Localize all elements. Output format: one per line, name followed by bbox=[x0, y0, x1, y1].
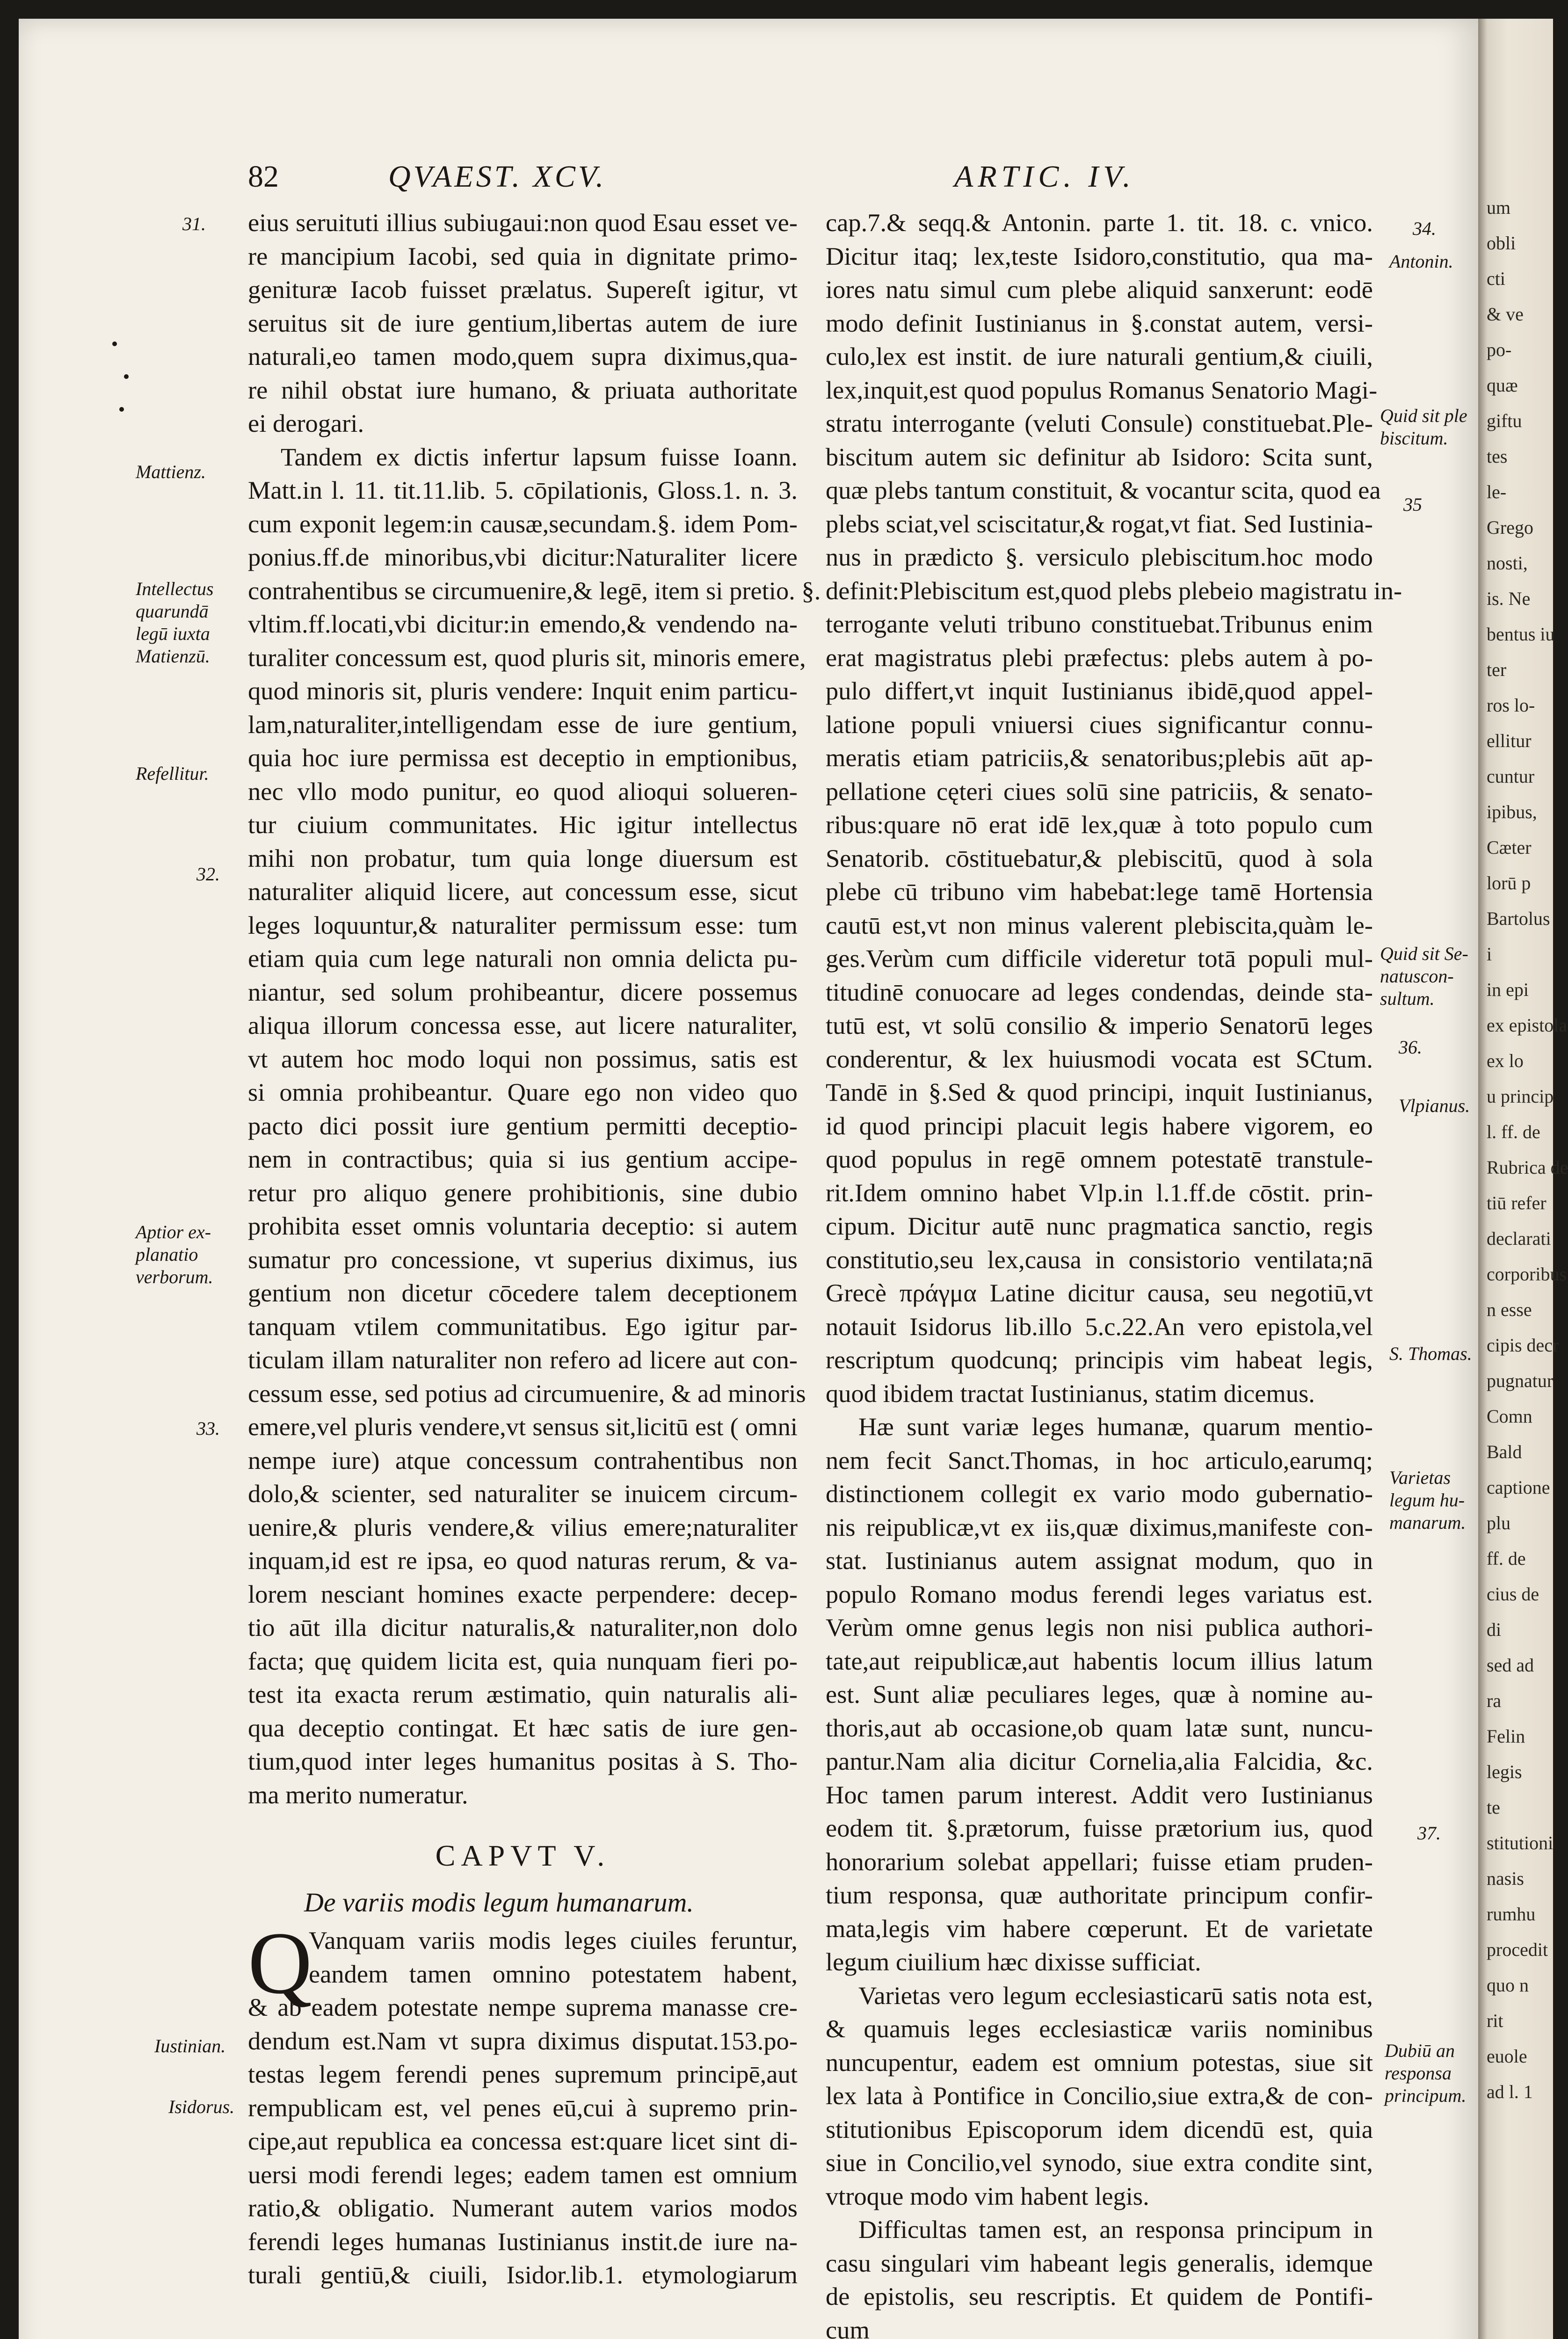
text-line: re nihil obstat iure humano, & priuata authoritate bbox=[248, 375, 798, 404]
text-line: stratu interrogante (veluti Consule) constituebat.Ple- bbox=[826, 409, 1373, 437]
text-line: Difficultas tamen est, an responsa principum in bbox=[858, 2215, 1373, 2244]
facing-page-fragment: in epi bbox=[1487, 979, 1529, 1000]
text-line: contrahentibus se circumuenire,& legē, item si pretio. §. bbox=[248, 576, 821, 605]
text-line: ratio,& obligatio. Numerant autem varios modos bbox=[248, 2194, 798, 2222]
facing-page-fragment: le- bbox=[1487, 481, 1507, 502]
margin-note-antonin: Antonin. bbox=[1389, 251, 1453, 272]
margin-line: Matienzū. bbox=[136, 646, 210, 667]
text-line: terrogante veluti tribuno constituebat.Tribunus enim bbox=[826, 610, 1373, 638]
text-line: Vanquam variis modis leges ciuiles feruntur, bbox=[309, 1926, 798, 1954]
facing-page-fragment: Rubrica de bbox=[1487, 1157, 1568, 1178]
text-line: lam,naturaliter,intelligendam esse de iure gentium, bbox=[248, 710, 798, 739]
text-line: tur ciuium communitates. Hic igitur intellectus bbox=[248, 810, 798, 839]
text-line: Grecè πράγμα Latine dicitur causa, seu negotiū,vt bbox=[826, 1278, 1373, 1307]
margin-line: verborum. bbox=[136, 1266, 213, 1287]
text-line: quod populus in regē omnem potestatē transtule- bbox=[826, 1145, 1373, 1173]
text-line: nis reipublicæ,vt ex iis,quæ diximus,manifeste con- bbox=[826, 1512, 1373, 1541]
text-line: Dicitur itaq; lex,teste Isidoro,constitutio, qua ma- bbox=[826, 241, 1373, 270]
text-line: pellatione cęteri ciues solū sine patriciis, & senato- bbox=[826, 777, 1373, 806]
text-line: inquam,id est re ipsa, eo quod naturas rerum, & va- bbox=[248, 1546, 798, 1575]
text-line: est. Sunt aliæ peculiares leges, quæ à nomine au- bbox=[826, 1680, 1373, 1708]
text-line: naturaliter aliquid licere, aut concessum esse, sicut bbox=[248, 877, 798, 906]
text-line: cap.7.& seqq.& Antonin. parte 1. tit. 18. c. vnico. bbox=[826, 208, 1373, 237]
margin-line: Quid sit Se- bbox=[1380, 943, 1468, 964]
facing-page-fragment: ter bbox=[1487, 659, 1507, 680]
facing-page-fragment: cipis decr bbox=[1487, 1335, 1559, 1356]
facing-page-fragment: ex lo bbox=[1487, 1050, 1524, 1071]
facing-page-fragment: Comn bbox=[1487, 1406, 1532, 1427]
text-line: niantur, sed solum prohibeantur, dicere possemus bbox=[248, 977, 798, 1006]
facing-page-fragment: Bald bbox=[1487, 1441, 1522, 1462]
text-line: uersi modi ferendi leges; eadem tamen est omnium bbox=[248, 2160, 798, 2189]
text-line: cum bbox=[826, 2315, 870, 2339]
text-line: populo Romano modus ferendi leges variatus est. bbox=[826, 1579, 1373, 1608]
text-line: ei derogari. bbox=[248, 409, 364, 437]
text-line: plebs sciat,vel sciscitatur,& rogat,vt fiat. Sed Iustinia- bbox=[826, 509, 1373, 538]
facing-page-fragment: te bbox=[1487, 1797, 1500, 1818]
text-line: tutū est, vt solū consilio & imperio Senatorū leges bbox=[826, 1011, 1373, 1039]
right-column-text bbox=[826, 206, 1402, 2339]
text-line: Hoc tamen parum interest. Addit vero Iustinianus bbox=[826, 1780, 1373, 1809]
margin-mark bbox=[112, 341, 117, 346]
text-line: quæ plebs tantum constituit, & vocantur scita, quod ea bbox=[826, 476, 1381, 504]
facing-page-fragment: ellitur bbox=[1487, 730, 1532, 751]
margin-line: Aptior ex- bbox=[136, 1221, 211, 1242]
text-line: erat magistratus plebi præfectus: plebs autem à po- bbox=[826, 643, 1373, 672]
left-column-text-a bbox=[248, 206, 821, 1811]
margin-note-aptior bbox=[136, 1221, 213, 1288]
text-line: mata,legis vim habere cœperunt. Et de varietate bbox=[826, 1914, 1373, 1943]
facing-page-fragment: procedit bbox=[1487, 1939, 1548, 1960]
margin-number-37: 37. bbox=[1417, 1823, 1441, 1844]
text-line: ticulam illam naturaliter non refero ad licere aut con- bbox=[248, 1345, 798, 1374]
text-line: vtroque modo vim habent legis. bbox=[826, 2181, 1149, 2210]
facing-page-fragment: Bartolus bbox=[1487, 908, 1550, 929]
margin-number-31: 31. bbox=[182, 213, 206, 234]
text-line: notauit Isidorus lib.illo 5.c.22.An vero epistola,vel bbox=[826, 1312, 1373, 1341]
facing-page-fragment: um bbox=[1487, 197, 1511, 218]
facing-page-fragment: quæ bbox=[1487, 375, 1518, 396]
page-number: 82 bbox=[248, 160, 279, 194]
facing-page-fragment: ipibus, bbox=[1487, 801, 1537, 822]
facing-page-fragment: plu bbox=[1487, 1512, 1511, 1533]
text-line: qua deceptio contingat. Et hæc satis de iure gen- bbox=[248, 1713, 798, 1742]
text-line: ferendi leges humanas Iustinianus instit.de iure na- bbox=[248, 2227, 798, 2256]
text-line: si omnia prohibeantur. Quare ego non video quo bbox=[248, 1078, 798, 1106]
text-line: culo,lex est instit. de iure naturali gentium,& ciuili, bbox=[826, 342, 1373, 370]
text-line: emere,vel pluris vendere,vt sensus sit,licitū est ( omni bbox=[248, 1412, 798, 1441]
text-line: tium,quod inter leges humanitus positas à S. Tho- bbox=[248, 1747, 798, 1775]
text-line: lex lata à Pontifice in Concilio,siue extra,& de con- bbox=[826, 2081, 1373, 2110]
margin-line: planatio bbox=[136, 1244, 198, 1265]
text-line: eius seruituti illius subiugaui:non quod Esau esset ve- bbox=[248, 208, 798, 237]
text-line: ges.Verùm cum difficile videretur totā populi mul- bbox=[826, 944, 1373, 973]
text-line: cautū est,vt non minus valerent plebiscita,quàm le- bbox=[826, 910, 1373, 939]
facing-page-fragment: ra bbox=[1487, 1690, 1502, 1711]
facing-page-fragment: nasis bbox=[1487, 1868, 1524, 1889]
margin-number-33: 33. bbox=[196, 1418, 220, 1439]
facing-page-fragment: lorū p bbox=[1487, 872, 1531, 893]
margin-line: Intellectus bbox=[136, 578, 214, 599]
text-line: leges loquuntur,& naturaliter permissum esse: tum bbox=[248, 910, 798, 939]
margin-line: principum. bbox=[1385, 2085, 1466, 2106]
text-line: Senatorib. cōstituebatur,& plebiscitū, quod à sola bbox=[826, 843, 1373, 872]
facing-page-fragment: stitutioni bbox=[1487, 1832, 1553, 1853]
text-line: distinctionem collegit ex vario modo gubernatio- bbox=[826, 1479, 1373, 1508]
text-line: gentium non dicetur cōcedere talem deceptionem bbox=[248, 1278, 798, 1307]
text-line: tio aūt illa dicitur naturalis,& naturaliter,non dolo bbox=[248, 1613, 798, 1642]
margin-note-isidorus: Isidorus. bbox=[168, 2096, 235, 2117]
margin-mark bbox=[119, 407, 124, 412]
facing-page-fragment: Cæter bbox=[1487, 837, 1532, 858]
margin-note-quid-sctum bbox=[1380, 943, 1468, 1010]
margin-note-s-thomas: S. Thomas. bbox=[1389, 1343, 1472, 1364]
text-line: nem fecit Sanct.Thomas, in hoc articulo,earumq; bbox=[826, 1446, 1373, 1475]
facing-page-fragment: ad l. 1 bbox=[1487, 2081, 1533, 2102]
margin-line: responsa bbox=[1385, 2063, 1452, 2084]
text-line: modo definit Iustinianus in §.constat autem, versi- bbox=[826, 308, 1373, 337]
book-page bbox=[19, 19, 1478, 2339]
text-line: biscitum autem sic definitur ab Isidoro: Scita sunt, bbox=[826, 442, 1373, 471]
text-line: de epistolis, seu rescriptis. Et quidem de Pontifi- bbox=[826, 2282, 1373, 2310]
facing-page-fragment: Grego bbox=[1487, 517, 1533, 538]
facing-page-fragment: po- bbox=[1487, 339, 1512, 360]
facing-page-fragment: is. Ne bbox=[1487, 588, 1531, 609]
text-line: turali gentiū,& ciuili, Isidor.lib.1. etymologiarum bbox=[248, 2260, 798, 2289]
text-line: quod ibidem tractat Iustinianus, statim dicemus. bbox=[826, 1379, 1315, 1408]
running-title-right: ARTIC. IV. bbox=[954, 160, 1135, 194]
text-line: tate,aut reipublicæ,aut habentis locum illius latum bbox=[826, 1646, 1373, 1675]
margin-line: Quid sit ple bbox=[1380, 405, 1467, 426]
margin-number-35: 35 bbox=[1403, 494, 1422, 515]
margin-line: quarundā bbox=[136, 601, 209, 622]
text-line: etiam quia cum lege naturali non omnia delicta pu- bbox=[248, 944, 798, 973]
text-line: nem in contractibus; quia si ius gentium accipe- bbox=[248, 1145, 798, 1173]
text-line: ma merito numeratur. bbox=[248, 1780, 468, 1809]
text-line: re mancipium Iacobi, sed quia in dignitate primo- bbox=[248, 241, 798, 270]
text-line: tanquam vtilem communitatibus. Ego igitur par- bbox=[248, 1312, 798, 1341]
text-line: aliqua illorum concessa esse, aut licere naturaliter, bbox=[248, 1011, 798, 1039]
text-line: cipe,aut republica ea concessa est:quare licet sint di- bbox=[248, 2127, 798, 2155]
text-line: pantur.Nam alia dicitur Cornelia,alia Falcidia, &c. bbox=[826, 1747, 1373, 1775]
text-line: legum ciuilium hæc dixisse sufficiat. bbox=[826, 1947, 1201, 1976]
text-line: lorem nesciant homines exacte perpendere: decep- bbox=[248, 1579, 798, 1608]
facing-page-fragment: ros lo- bbox=[1487, 695, 1535, 716]
text-line: Tandē in §.Sed & quod principi, inquit Iustinianus, bbox=[826, 1078, 1373, 1106]
facing-page-fragment: tes bbox=[1487, 446, 1508, 467]
margin-note-intellectus bbox=[136, 578, 214, 668]
facing-page-fragment: bentus iu bbox=[1487, 624, 1555, 645]
text-line: uenire,& pluris vendere,& vilius emere;naturaliter bbox=[248, 1512, 798, 1541]
text-line: eodem tit. §.prætorum, fuisse prætorium ius, quod bbox=[826, 1814, 1373, 1842]
facing-page-fragment: declarati bbox=[1487, 1228, 1551, 1249]
margin-note-dubium bbox=[1385, 2040, 1466, 2107]
text-line: cipum. Dicitur autē nunc pragmatica sanctio, regis bbox=[826, 1212, 1373, 1240]
margin-number-36: 36. bbox=[1399, 1037, 1422, 1058]
margin-mark bbox=[124, 374, 129, 379]
chapter-heading: CAPVT V. bbox=[435, 1839, 610, 1872]
facing-page-fragment: & ve bbox=[1487, 304, 1524, 325]
text-line: ponius.ff.de minoribus,vbi dicitur:Naturaliter licere bbox=[248, 543, 798, 571]
facing-page-fragment: cius de bbox=[1487, 1584, 1539, 1605]
text-line: seruitus sit de iure gentium,libertas autem de iure bbox=[248, 308, 798, 337]
margin-note-vlpianus: Vlpianus. bbox=[1399, 1095, 1470, 1116]
margin-number-34: 34. bbox=[1413, 218, 1436, 239]
text-line: casu singulari vim habeant legis generalis, idemque bbox=[826, 2248, 1373, 2277]
text-line: titudinē conuocare ad leges condendas, deinde sta- bbox=[826, 977, 1373, 1006]
text-line: stitutionibus Episcoporum idem dicendū est, quia bbox=[826, 2114, 1373, 2143]
text-line: cum exponit legem:in causæ,secundam.§. idem Pom- bbox=[248, 509, 798, 538]
facing-page-fragment: quo n bbox=[1487, 1975, 1529, 1996]
running-title-left: QVAEST. XCV. bbox=[388, 160, 607, 194]
text-line: cessum esse, sed potius ad circumuenire, & ad minoris bbox=[248, 1379, 806, 1408]
text-line: latione populi vniuersi ciues significantur connu- bbox=[826, 710, 1373, 739]
text-line: ribus:quare nō erat idē lex,quæ à toto populo cum bbox=[826, 810, 1373, 839]
margin-note-iustinian: Iustinian. bbox=[154, 2035, 226, 2056]
margin-line: Varietas bbox=[1389, 1467, 1451, 1488]
facing-page-fragment: i bbox=[1487, 944, 1492, 965]
drop-capital: Q bbox=[248, 1914, 312, 2012]
text-line: meratis etiam patriciis,& senatoribus;plebis aūt ap- bbox=[826, 743, 1373, 772]
text-line: plebe cū tribuno vim habebat:lege tamē Hortensia bbox=[826, 877, 1373, 906]
text-line: prohibita esset omnis voluntaria deceptio: si autem bbox=[248, 1212, 798, 1240]
facing-page-fragment: u princip bbox=[1487, 1086, 1554, 1107]
text-line: sumatur pro concessione, vt superius diximus, ius bbox=[248, 1245, 798, 1274]
text-line: test ita exacta rerum æstimatio, quin naturalis ali- bbox=[248, 1680, 798, 1708]
facing-page-fragment: pugnatur bbox=[1487, 1370, 1553, 1391]
facing-page-fragment: di bbox=[1487, 1619, 1502, 1640]
facing-page-fragment: ex epistola bbox=[1487, 1015, 1568, 1036]
text-line: tium responsa, quæ authoritate principum confir- bbox=[826, 1881, 1373, 1909]
text-line: nempe iure) atque concessum contrahentibus non bbox=[248, 1446, 798, 1475]
facing-page-fragment: sed ad bbox=[1487, 1655, 1534, 1676]
facing-page-edge bbox=[1478, 19, 1568, 2339]
margin-note-varietas bbox=[1389, 1467, 1466, 1534]
text-line: quod minoris sit, pluris vendere: Inquit enim particu- bbox=[248, 676, 798, 705]
margin-note-mattienz: Mattienz. bbox=[136, 461, 206, 482]
text-line: genituræ Iacob fuisset prælatus. Supereſt igitur, vt bbox=[248, 275, 798, 304]
text-line: rit.Idem omnino habet Vlp.in l.1.ff.de cōstit. prin- bbox=[826, 1178, 1373, 1207]
text-line: rescriptum quodcunq; principis vim habeat legis, bbox=[826, 1345, 1373, 1374]
text-line: & ab eadem potestate nempe suprema manasse cre- bbox=[248, 1993, 798, 2021]
facing-page-fragment: rit bbox=[1487, 2010, 1503, 2031]
facing-page-fragment: cuntur bbox=[1487, 766, 1535, 787]
facing-page-fragment: captione bbox=[1487, 1477, 1550, 1498]
text-line: facta; quę quidem licita est, quia nunquam fieri po- bbox=[248, 1646, 798, 1675]
text-line: testas legem ferendi penes supremum principē,aut bbox=[248, 2060, 798, 2088]
facing-page-fragment: ff. de bbox=[1487, 1548, 1526, 1569]
text-line: honorarium solebat appellari; fuisse etiam pruden- bbox=[826, 1847, 1373, 1876]
text-line: turaliter concessum est, quod pluris sit, minoris emere, bbox=[248, 643, 806, 672]
text-line: Hæ sunt variæ leges humanæ, quarum mentio- bbox=[858, 1412, 1373, 1441]
text-line: Varietas vero legum ecclesiasticarū satis nota est, bbox=[858, 1981, 1373, 2010]
text-line: rempublicam est, vel penes eū,cui à supremo prin- bbox=[248, 2093, 798, 2122]
margin-number-32: 32. bbox=[196, 864, 220, 885]
text-line: definit:Plebiscitum est,quod plebs plebeio magistratu in- bbox=[826, 576, 1402, 605]
margin-line: biscitum. bbox=[1380, 428, 1448, 449]
facing-page-fragment: rumhu bbox=[1487, 1903, 1536, 1925]
facing-page-fragment: nosti, bbox=[1487, 552, 1528, 574]
text-line: siue in Concilio,vel synodo, siue extra condite sint, bbox=[826, 2148, 1373, 2177]
text-line: mihi non probatur, tum quia longe diuersum est bbox=[248, 843, 798, 872]
text-line: Matt.in l. 11. tit.11.lib. 5. cōpilationis, Gloss.1. n. 3. bbox=[248, 476, 798, 504]
facing-page-fragment: legis bbox=[1487, 1761, 1522, 1782]
text-line: id quod principi placuit legis habere vigorem, eo bbox=[826, 1111, 1373, 1140]
margin-line: Dubiū an bbox=[1385, 2040, 1455, 2061]
facing-page-fragment: obli bbox=[1487, 232, 1516, 254]
text-line: pulo differt,vt inquit Iustinianus ibidē,quod appel- bbox=[826, 676, 1373, 705]
facing-page-fragment: n esse bbox=[1487, 1299, 1532, 1320]
text-line: nuncupentur, eadem est omnium potestas, siue sit bbox=[826, 2048, 1373, 2077]
facing-page-fragment: giftu bbox=[1487, 410, 1522, 431]
facing-page-fragment: Felin bbox=[1487, 1726, 1525, 1747]
facing-page-fragment: corporibus bbox=[1487, 1264, 1567, 1285]
text-line: naturali,eo tamen modo,quem supra diximus,qua- bbox=[248, 342, 798, 370]
margin-note-quid-plebiscitum bbox=[1380, 405, 1467, 450]
text-line: lex,inquit,est quod populus Romanus Senatorio Magi- bbox=[826, 375, 1378, 404]
left-column-text-b-wrap bbox=[248, 1914, 798, 2292]
text-line: vt autem hoc modo loqui non possimus, satis est bbox=[248, 1044, 798, 1073]
text-line: stat. Iustinianus autem assignat modum, quo in bbox=[826, 1546, 1373, 1575]
text-line: constitutio,seu lex,causa in consistorio ventilata;nā bbox=[826, 1245, 1373, 1274]
margin-note-refellitur: Refellitur. bbox=[136, 763, 209, 784]
text-line: pacto dici possit iure gentium permitti deceptio- bbox=[248, 1111, 798, 1140]
text-line: iores natu simul cum plebe aliquid sanxerunt: eodē bbox=[826, 275, 1373, 304]
margin-line: sultum. bbox=[1380, 988, 1435, 1009]
facing-page-fragment: cti bbox=[1487, 268, 1505, 289]
text-line: nus in prædicto §. versiculo plebiscitum.hoc modo bbox=[826, 543, 1373, 571]
text-line: thoris,aut ab occasione,ob quam latæ sunt, nuncu- bbox=[826, 1713, 1373, 1742]
margin-line: natuscon- bbox=[1380, 966, 1454, 987]
chapter-subtitle: De variis modis legum humanarum. bbox=[304, 1887, 694, 1918]
margin-line: legū iuxta bbox=[136, 623, 210, 644]
margin-line: legum hu- bbox=[1389, 1489, 1465, 1511]
facing-page-fragment: l. ff. de bbox=[1487, 1121, 1540, 1142]
text-line: Verùm omne genus legis non nisi publica authori- bbox=[826, 1613, 1373, 1642]
right-column bbox=[826, 206, 1402, 2339]
margin-line: manarum. bbox=[1389, 1512, 1466, 1533]
text-line: dolo,& scienter, sed naturaliter se inuicem circum- bbox=[248, 1479, 798, 1508]
text-line: conderentur, & lex huiusmodi vocata est SCtum. bbox=[826, 1044, 1373, 1073]
text-line: quia hoc iure permissa est deceptio in emptionibus, bbox=[248, 743, 798, 772]
text-line: Tandem ex dictis infertur lapsum fuisse Ioann. bbox=[281, 442, 798, 471]
text-line: vltim.ff.locati,vbi dicitur:in emendo,& vendendo na- bbox=[248, 610, 798, 638]
facing-page-fragment: euole bbox=[1487, 2046, 1527, 2067]
text-line: retur pro aliquo genere prohibitionis, sine dubio bbox=[248, 1178, 798, 1207]
text-line: eandem tamen omnino potestatem habent, bbox=[309, 1959, 798, 1988]
left-column-text-b bbox=[248, 1924, 798, 2292]
facing-page-fragment: tiū refer bbox=[1487, 1192, 1546, 1213]
left-column bbox=[248, 206, 821, 2292]
text-line: nec vllo modo punitur, eo quod alioqui solueren- bbox=[248, 777, 798, 806]
text-line: dendum est.Nam vt supra diximus disputat.153.po- bbox=[248, 2026, 798, 2055]
text-line: & quamuis leges ecclesiasticæ variis nominibus bbox=[826, 2014, 1373, 2043]
